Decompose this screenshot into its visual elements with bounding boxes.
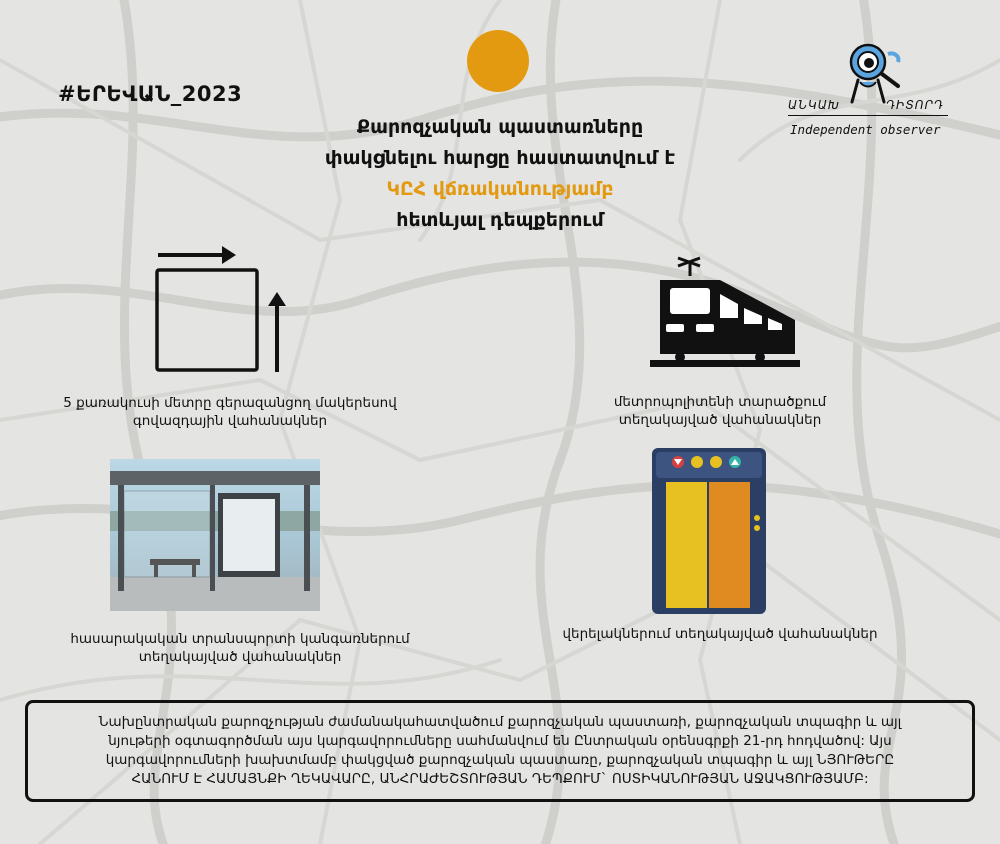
caption-line: մետրոպոլիտենի տարածքում [613, 394, 827, 410]
item-metro-caption [560, 393, 880, 429]
title-line-accent: ԿԸՀ վճռականությամբ [386, 178, 614, 200]
logo-word-right: ԴԻՏՈՐԴ [886, 98, 944, 112]
item-elevator-caption [540, 625, 900, 643]
observer-logo [780, 40, 955, 150]
metro-train-icon [650, 256, 800, 374]
title-line-4: հետևյալ դեպքերում [396, 209, 604, 231]
legal-note-line: կարգավորումների խախտմամբ փակցված քարոզչական պաստառը, քարոզչական տպագիր և այլ ՆՅՈՒԹԵՐԸ [105, 752, 895, 768]
page-title [280, 112, 720, 236]
caption-line: գովազդային վահանակներ [132, 413, 328, 429]
title-line-2: փակցնելու հարցը հաստատվում է [324, 147, 676, 169]
logo-divider [788, 115, 948, 116]
elevator-icon [652, 448, 766, 614]
hashtag: #ԵՐԵՎԱՆ_2023 [58, 82, 243, 106]
caption-line: հասարակական տրանսպորտի կանգառներում [70, 631, 410, 647]
legal-note-line: Նախընտրական քարոզչության ժամանակահատվածում քարոզչական պաստառի, քարոզչական տպագիր և այլ [98, 714, 902, 730]
item-bus-stop-caption [50, 630, 430, 666]
legal-note-line: ՀԱՆՈՒՄ Է ՀԱՄԱՅՆՔԻ ՂԵԿԱՎԱՐԸ, ԱՆՀՐԱԺԵՇՏՈՒԹՅԱՆ ԴԵՊՔՈՒՄ` ՈՍՏԻԿԱՆՈՒԹՅԱՆ ԱՋԱԿՑՈՒԹՅԱՄԲ: [131, 771, 869, 787]
orange-dot-decoration [467, 30, 529, 92]
caption-line: 5 քառակուսի մետրը գերազանցող մակերեսով [63, 395, 397, 411]
bus-stop-image [110, 459, 320, 611]
caption-line: տեղակայված վահանակներ [138, 649, 342, 665]
title-line-1: Քարոզչական պաստառները [356, 116, 644, 138]
legal-note-line: նյութերի օգտագործման այս կարգավորումները սահմանվում են Ընտրական օրենսգրքի 21-րդ հոդվածով: Այս [108, 733, 892, 749]
legal-note-box [25, 700, 975, 802]
item-billboard-caption [40, 394, 420, 430]
billboard-size-icon [150, 240, 290, 375]
logo-subtitle: Independent observer [790, 122, 941, 137]
logo-word-left: ԱՆԿԱԽ [788, 98, 840, 112]
caption-line: տեղակայված վահանակներ [618, 412, 822, 428]
caption-line: վերելակներում տեղակայված վահանակներ [562, 626, 878, 642]
